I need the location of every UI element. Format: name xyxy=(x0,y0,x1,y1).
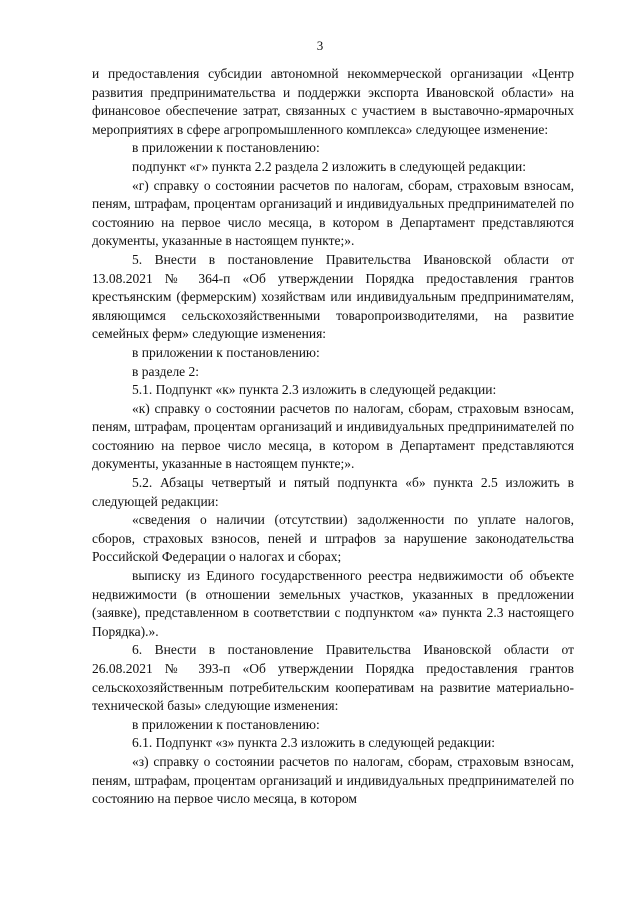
paragraph: 6. Внести в постановление Правительства Ивановской области от 26.08.2021 № 393-п «Об утверждении Порядка предоставления грантов сельскохозяйственным потребительским кооперативам на развитие материально-технической базы» следующие изменения: xyxy=(92,642,574,714)
paragraph: 5.1. Подпункт «к» пункта 2.3 изложить в следующей редакции: xyxy=(132,382,497,398)
paragraph: в разделе 2: xyxy=(132,363,200,379)
document-body xyxy=(92,65,574,809)
paragraph: в приложении к постановлению: xyxy=(132,716,320,732)
paragraph: в приложении к постановлению: xyxy=(132,140,320,156)
page-number: 3 xyxy=(316,38,324,53)
paragraph: в приложении к постановлению: xyxy=(132,344,320,360)
paragraph: «к) справку о состоянии расчетов по налогам, сборам, страховым взносам, пеням, штрафам, процентам организаций и индивидуальных предпринимателей по состоянию на первое число месяца, в котором в Департамент представляются документы, указанные в настоящем пункте;». xyxy=(92,400,574,472)
paragraph: 6.1. Подпункт «з» пункта 2.3 изложить в следующей редакции: xyxy=(132,735,496,751)
paragraph: 5. Внести в постановление Правительства Ивановской области от 13.08.2021 № 364-п «Об утверждении Порядка предоставления грантов крестьянским (фермерским) хозяйствам или индивидуальным предпринимателям, являющимся сельскохозяйственными товаропроизводителями, на развитие семейных ферм» следующие изменения: xyxy=(92,251,574,342)
paragraph: «з) справку о состоянии расчетов по налогам, сборам, страховым взносам, пеням, штрафам, процентам организаций и индивидуальных предпринимателей по состоянию на первое число месяца, в котором xyxy=(92,753,574,807)
paragraph: выписку из Единого государственного реестра недвижимости об объекте недвижимости (в отношении земельных участков, указанных в предложении (заявке), представленном в соответствии с подпунктом «а» пункта 2.3 настоящего Порядка).». xyxy=(92,568,574,639)
paragraph: 5.2. Абзацы четвертый и пятый подпункта «б» пункта 2.5 изложить в следующей редакции: xyxy=(92,475,574,509)
paragraph: «г) справку о состоянии расчетов по налогам, сборам, страховым взносам, пеням, штрафам, процентам организаций и индивидуальных предпринимателей по состоянию на первое число месяца, в котором в Департамент представляются документы, указанные в настоящем пункте;». xyxy=(92,177,574,249)
paragraph: и предоставления субсидии автономной некоммерческой организации «Центр развития предпринимательства и поддержки экспорта Ивановской области» на финансовое обеспечение затрат, связанных с участием в выставочно-ярмарочных мероприятиях в сфере агропромышленного комплекса» следующее изменение: xyxy=(92,66,574,137)
paragraph: подпункт «г» пункта 2.2 раздела 2 изложить в следующей редакции: xyxy=(132,158,526,174)
paragraph: «сведения о наличии (отсутствии) задолженности по уплате налогов, сборов, страховых взносов, пеней и штрафов за нарушение законодательства Российской Федерации о налогах и сборах; xyxy=(92,512,574,565)
